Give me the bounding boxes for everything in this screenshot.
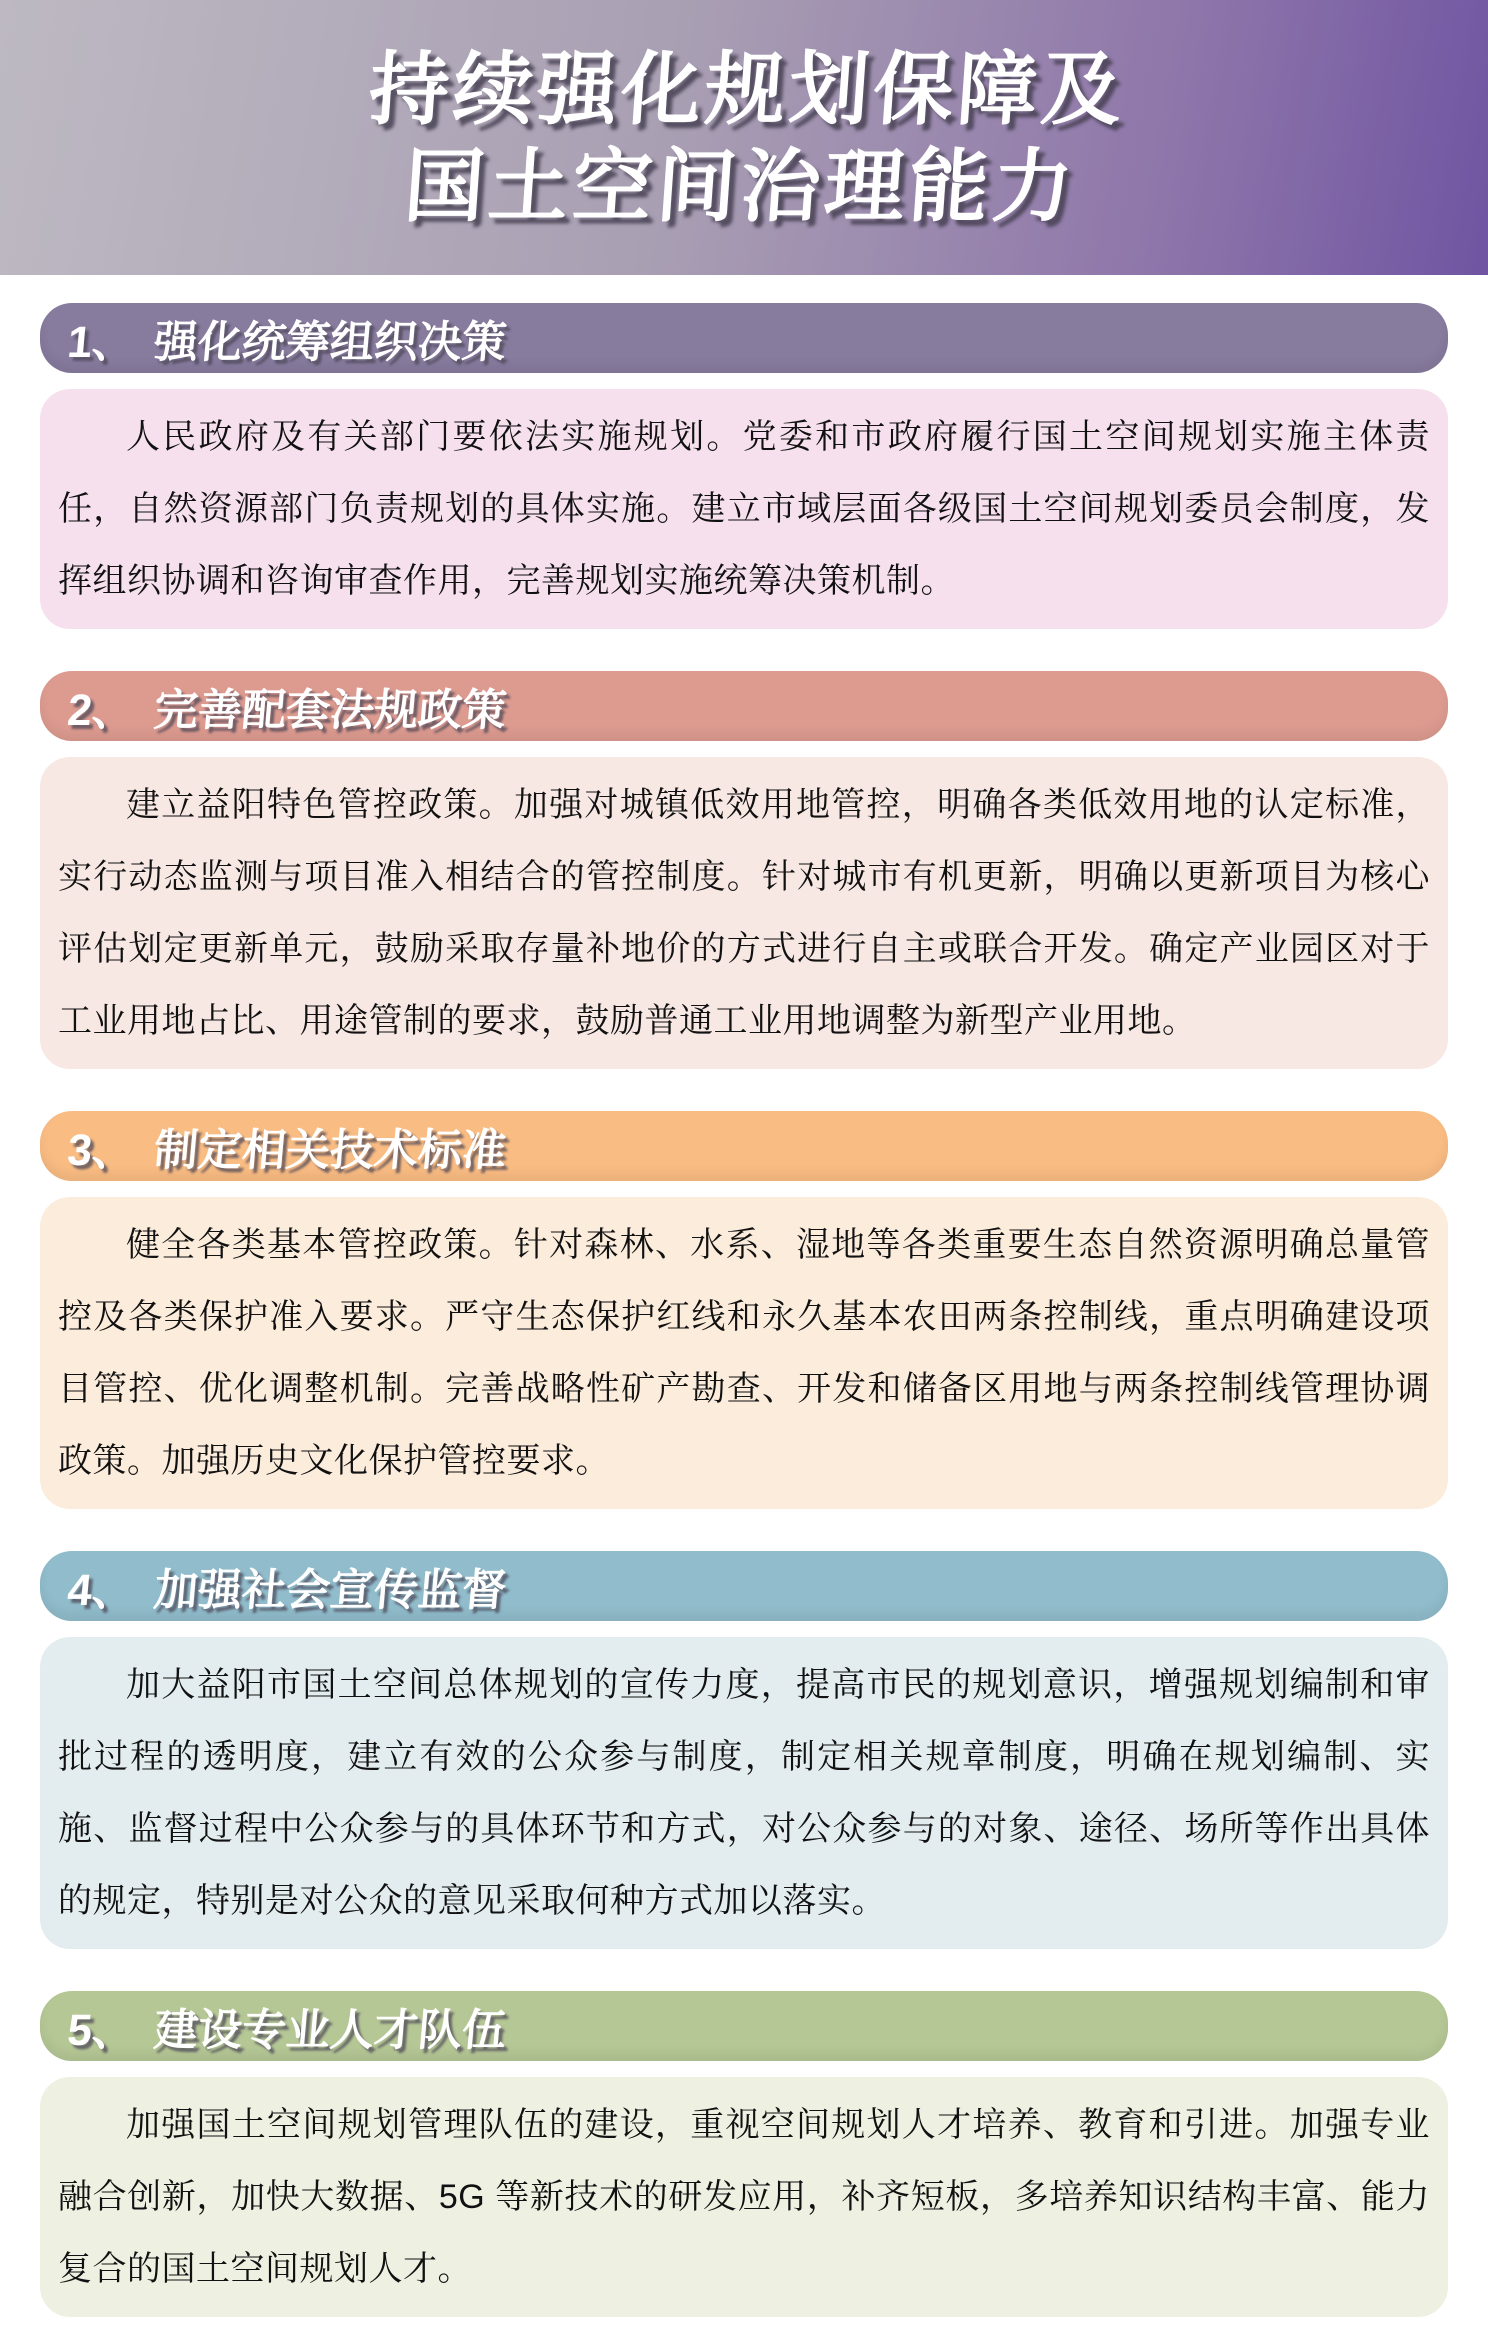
section-3 [40,1111,1448,1509]
page-title-line-1: 持续强化规划保障及 [366,44,1129,134]
section-5-paragraph: 加强国土空间规划管理队伍的建设，重视空间规划人才培养、教育和引进。加强专业融合创新，加快大数据、5G 等新技术的研发应用，补齐短板，多培养知识结构丰富、能力复合的国土空间规划人才。 [58,2106,1430,2288]
sections-container [0,275,1488,2337]
section-1-title: 强化统筹组织决策 [151,318,509,367]
section-5-header [40,1991,1448,2061]
section-4-paragraph: 加大益阳市国土空间总体规划的宣传力度，提高市民的规划意识，增强规划编制和审批过程的透明度，建立有效的公众参与制度，制定相关规章制度，明确在规划编制、实施、监督过程中公众参与的具体环节和方式，对公众参与的对象、途径、场所等作出具体的规定，特别是对公众的意见采取何种方式加以落实。 [58,1666,1430,1920]
section-4-header [40,1551,1448,1621]
section-1-header [40,303,1448,373]
page-banner [0,0,1488,275]
section-3-number: 3、 [65,1126,139,1175]
section-5-number: 5、 [65,2006,139,2055]
page-title [359,41,1129,235]
section-5-title: 建设专业人才队伍 [151,2006,509,2055]
section-4-title: 加强社会宣传监督 [151,1566,509,1615]
section-3-header-text [65,1114,509,1178]
page-title-line-2: 国土空间治理能力 [401,141,1080,231]
section-2-paragraph: 建立益阳特色管控政策。加强对城镇低效用地管控，明确各类低效用地的认定标准，实行动态监测与项目准入相结合的管控制度。针对城市有机更新，明确以更新项目为核心评估划定更新单元，鼓励采取存量补地价的方式进行自主或联合开发。确定产业园区对于工业用地占比、用途管制的要求，鼓励普通工业用地调整为新型产业用地。 [58,786,1430,1040]
section-3-paragraph: 健全各类基本管控政策。针对森林、水系、湿地等各类重要生态自然资源明确总量管控及各类保护准入要求。严守生态保护红线和永久基本农田两条控制线，重点明确建设项目管控、优化调整机制。完善战略性矿产勘查、开发和储备区用地与两条控制线管理协调政策。加强历史文化保护管控要求。 [58,1226,1430,1480]
section-5-body [40,2077,1448,2317]
section-1-paragraph: 人民政府及有关部门要依法实施规划。党委和市政府履行国土空间规划实施主体责任，自然资源部门负责规划的具体实施。建立市域层面各级国土空间规划委员会制度，发挥组织协调和咨询审查作用，完善规划实施统筹决策机制。 [58,418,1430,600]
section-1 [40,303,1448,629]
section-2-header-text [65,674,509,738]
section-2-number: 2、 [65,686,139,735]
section-2 [40,671,1448,1069]
section-1-body [40,389,1448,629]
section-4-header-text [65,1554,509,1618]
section-2-title: 完善配套法规政策 [151,686,509,735]
section-2-body [40,757,1448,1069]
section-4-body [40,1637,1448,1949]
section-5 [40,1991,1448,2317]
section-2-header [40,671,1448,741]
section-3-header [40,1111,1448,1181]
section-5-header-text [65,1994,509,2058]
section-1-number: 1、 [65,318,139,367]
section-1-header-text [65,306,509,370]
section-4-number: 4、 [65,1566,139,1615]
section-4 [40,1551,1448,1949]
section-3-title: 制定相关技术标准 [151,1126,509,1175]
section-3-body [40,1197,1448,1509]
